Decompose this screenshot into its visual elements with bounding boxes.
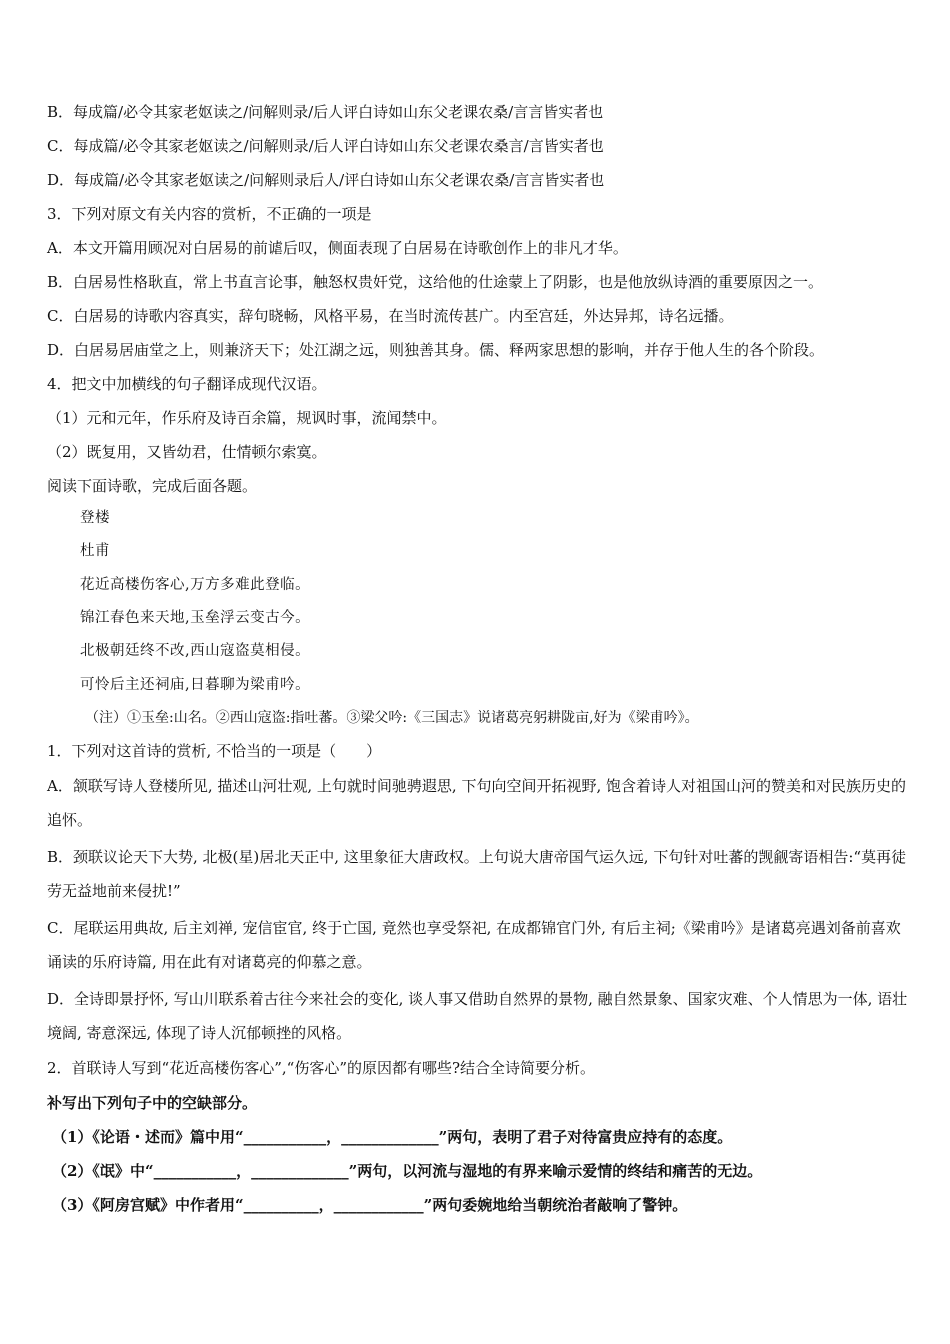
poem-q2: 2．首联诗人写到“花近高楼伤客心”,“伤客心”的原因都有哪些?结合全诗简要分析。 bbox=[47, 1059, 596, 1077]
q3-stem: 3．下列对原文有关内容的赏析，不正确的一项是 bbox=[47, 205, 372, 223]
poem-q1-stem: 1．下列对这首诗的赏析, 不恰当的一项是（ ） bbox=[47, 742, 382, 760]
q2-option-d: D．每成篇/必令其家老妪读之/问解则录后人/评白诗如山东父老课农桑/言言皆实者也 bbox=[47, 171, 605, 189]
poem-q1-option-a: A．颔联写诗人登楼所见, 描述山河壮观, 上句就时间驰骋遐思, 下句向空间开拓视野, 饱含着诗人对祖国山河的赞美和对民族历史的追怀。 bbox=[47, 777, 906, 829]
q2-option-c: C．每成篇/必令其家老妪读之/问解则录/后人评白诗如山东父老课农桑言/言皆实者也 bbox=[47, 137, 604, 155]
poem-line: 北极朝廷终不改,西山寇盗莫相侵。 bbox=[80, 643, 311, 659]
q4-sentence-2: （2）既复用，又皆幼君，仕情顿尔索寞。 bbox=[47, 443, 327, 461]
fill-item: （3）《阿房宫赋》中作者用“__________，____________”两句委婉地给当朝统治者敲响了警钟。 bbox=[52, 1196, 688, 1214]
q3-option-d: D．白居易居庙堂之上，则兼济天下；处江湖之远，则独善其身。儒、释两家思想的影响，并存于他人生的各个阶段。 bbox=[47, 341, 825, 359]
q3-option-c: C．白居易的诗歌内容真实，辞句晓畅，风格平易，在当时流传甚广。内至宫廷，外达异邦，诗名远播。 bbox=[47, 307, 734, 325]
poem-title: 登楼 bbox=[80, 510, 110, 526]
poem-q1-option-b: B．颈联议论天下大势, 北极(星)居北天正中, 这里象征大唐政权。上句说大唐帝国气运久远, 下句针对吐蕃的觊觎寄语相告:“莫再徒劳无益地前来侵扰!” bbox=[47, 848, 907, 900]
poem-line: 可怜后主还祠庙,日暮聊为梁甫吟。 bbox=[80, 677, 311, 693]
poem-q1-option-d: D．全诗即景抒怀, 写山川联系着古往今来社会的变化, 谈人事又借助自然界的景物, 融自然景象、国家灾难、个人情思为一体, 语壮境阔, 寄意深远, 体现了诗人沉郁顿挫的风格。 bbox=[47, 990, 908, 1042]
q4-sentence-1: （1）元和元年，作乐府及诗百余篇，规讽时事，流闻禁中。 bbox=[47, 409, 447, 427]
q2-option-b: B．每成篇/必令其家老妪读之/问解则录/后人评白诗如山东父老课农桑/言言皆实者也 bbox=[47, 103, 604, 121]
fill-heading: 补写出下列句子中的空缺部分。 bbox=[47, 1094, 258, 1112]
q4-stem: 4．把文中加横线的句子翻译成现代汉语。 bbox=[47, 375, 327, 393]
q3-option-a: A．本文开篇用顾况对白居易的前谑后叹，侧面表现了白居易在诗歌创作上的非凡才华。 bbox=[47, 239, 628, 257]
poem-line: 花近高楼伤客心,万方多难此登临。 bbox=[80, 577, 311, 593]
poem-intro: 阅读下面诗歌，完成后面各题。 bbox=[47, 477, 258, 495]
fill-item: （2）《氓》中“___________，_____________”两句，以河流与湿地的有界来喻示爱情的终结和痛苦的无边。 bbox=[52, 1162, 763, 1180]
q3-option-b: B．白居易性格耿直，常上书直言论事，触怒权贵奸党，这给他的仕途蒙上了阴影，也是他放纵诗酒的重要原因之一。 bbox=[47, 273, 824, 291]
poem-line: 锦江春色来天地,玉垒浮云变古今。 bbox=[80, 610, 311, 626]
fill-item: （1）《论语・述而》篇中用“___________，_____________”两句，表明了君子对待富贵应持有的态度。 bbox=[52, 1128, 733, 1146]
poem-author: 杜甫 bbox=[80, 543, 110, 559]
poem-q1-option-c: C．尾联运用典故, 后主刘禅, 宠信宦官, 终于亡国, 竟然也享受祭祀, 在成都锦官门外, 有后主祠;《梁甫吟》是诸葛亮遇刘备前喜欢诵读的乐府诗篇, 用在此有对诸葛亮的仰慕之意。 bbox=[47, 919, 901, 971]
poem-note: （注）①玉垒:山名。②西山寇盗:指吐蕃。③梁父吟:《三国志》说诸葛亮躬耕陇亩,好为《梁甫吟》。 bbox=[85, 710, 699, 726]
